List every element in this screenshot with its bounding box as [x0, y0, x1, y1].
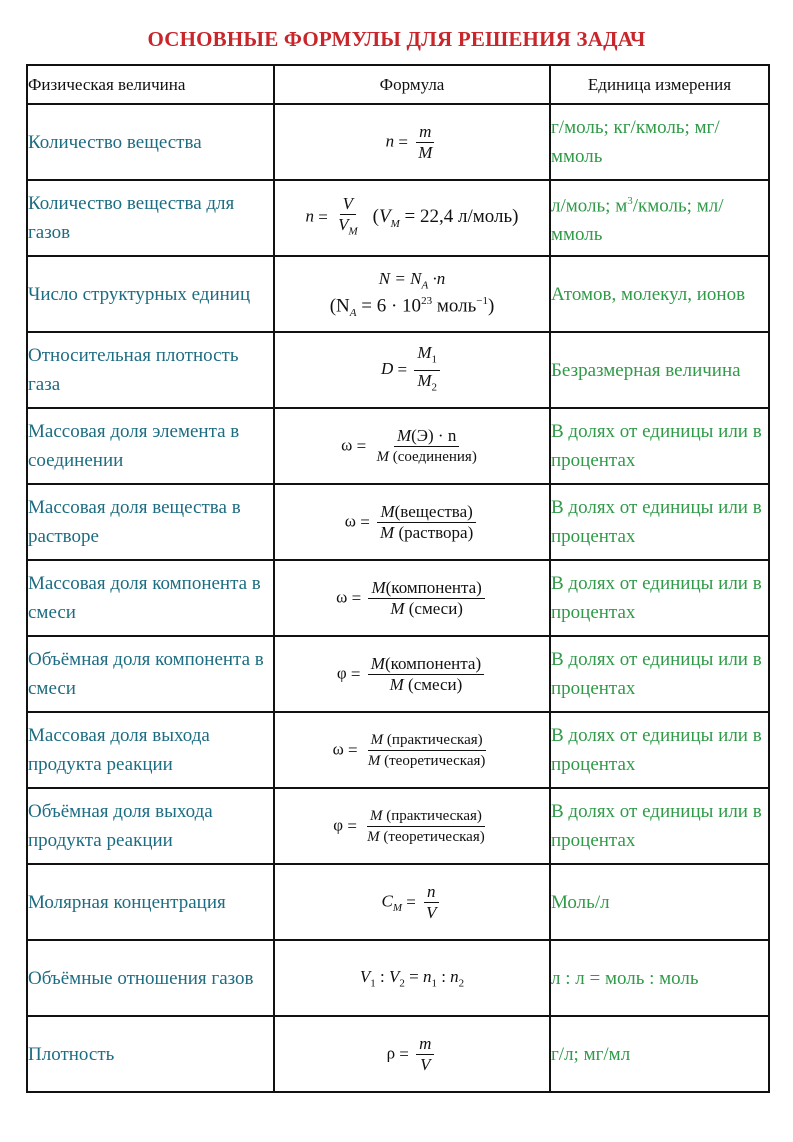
header-formula: Формула: [274, 65, 550, 104]
formula-cell: n = $\frac{V}{V_M}$ ($V_M = 22,4$ л/моль): [274, 180, 550, 256]
table-row: [27, 788, 769, 864]
table-row: [27, 104, 769, 180]
table-row: [27, 864, 769, 940]
quantity-name: Плотность: [27, 1016, 274, 1092]
quantity-name: Массовая доля вещества в растворе: [27, 484, 274, 560]
formula-cell: ω = $\frac{\text{M (практическая)}}{\text{M (теоретическая)}}$: [274, 712, 550, 788]
unit-value: л : л = моль : моль: [550, 940, 769, 1016]
table-row: [27, 712, 769, 788]
unit-value: В долях от единицы или в процентах: [550, 484, 769, 560]
quantity-name: Объёмная доля выхода продукта реакции: [27, 788, 274, 864]
formula-cell: φ = $\frac{\text{M(компонента)}}{\text{M (смеси)}}$: [274, 636, 550, 712]
unit-value: Безразмерная величина: [550, 332, 769, 408]
quantity-name: Объёмные отношения газов: [27, 940, 274, 1016]
unit-value: В долях от единицы или в процентах: [550, 636, 769, 712]
table-row: [27, 1016, 769, 1092]
quantity-name: Массовая доля элемента в соединении: [27, 408, 274, 484]
unit-value: г/моль; кг/кмоль; мг/ммоль: [550, 104, 769, 180]
unit-value: л/моль; $м^3$/кмоль; мл/ммоль: [550, 180, 769, 256]
quantity-name: Объёмная доля компонента в смеси: [27, 636, 274, 712]
unit-value: В долях от единицы или в процентах: [550, 788, 769, 864]
formula-cell: ω = $\frac{M(Э) \cdot n}{\text{M (соединения)}}$: [274, 408, 550, 484]
table-row: [27, 484, 769, 560]
quantity-name: Относительная плотность газа: [27, 332, 274, 408]
formula-cell: D = $\frac{M_1}{M_2}$: [274, 332, 550, 408]
quantity-name: Количество вещества для газов: [27, 180, 274, 256]
quantity-name: Число структурных единиц: [27, 256, 274, 332]
table-row: [27, 256, 769, 332]
formula-cell: ω = $\frac{\text{M(вещества)}}{\text{M (раствора)}}$: [274, 484, 550, 560]
unit-value: В долях от единицы или в процентах: [550, 712, 769, 788]
header-unit: Единица измерения: [550, 65, 769, 104]
table-row: [27, 940, 769, 1016]
formula-cell: $N = N_A \cdot n$ ($N_A = 6 \cdot 10^{23}$ моль$^{-1}$): [274, 256, 550, 332]
formula-cell: n = $\frac{m}{M}$: [274, 104, 550, 180]
unit-value: Моль/л: [550, 864, 769, 940]
quantity-name: Количество вещества: [27, 104, 274, 180]
formula-cell: ω = $\frac{\text{M(компонента)}}{\text{M (смеси)}}$: [274, 560, 550, 636]
quantity-name: Молярная концентрация: [27, 864, 274, 940]
unit-value: В долях от единицы или в процентах: [550, 408, 769, 484]
formula-cell: $C_M$ = $\frac{n}{V}$: [274, 864, 550, 940]
page-title: ОСНОВНЫЕ ФОРМУЛЫ ДЛЯ РЕШЕНИЯ ЗАДАЧ: [147, 27, 646, 51]
unit-value: г/л; мг/мл: [550, 1016, 769, 1092]
quantity-name: Массовая доля компонента в смеси: [27, 560, 274, 636]
table-row: [27, 560, 769, 636]
formulas-table: [26, 64, 770, 1093]
unit-value: В долях от единицы или в процентах: [550, 560, 769, 636]
formula-cell: $V_1$ : $V_2 = n_1$ : $n_2$: [274, 940, 550, 1016]
table-row: [27, 180, 769, 256]
formula-cell: ρ = $\frac{m}{V}$: [274, 1016, 550, 1092]
quantity-name: Массовая доля выхода продукта реакции: [27, 712, 274, 788]
table-row: [27, 636, 769, 712]
formula-cell: φ = $\frac{\text{M (практическая)}}{\text{M (теоретическая)}}$: [274, 788, 550, 864]
unit-value: Атомов, молекул, ионов: [550, 256, 769, 332]
table-row: [27, 408, 769, 484]
header-quantity: Физическая величина: [27, 65, 274, 104]
table-row: [27, 332, 769, 408]
table-header: [27, 65, 769, 104]
